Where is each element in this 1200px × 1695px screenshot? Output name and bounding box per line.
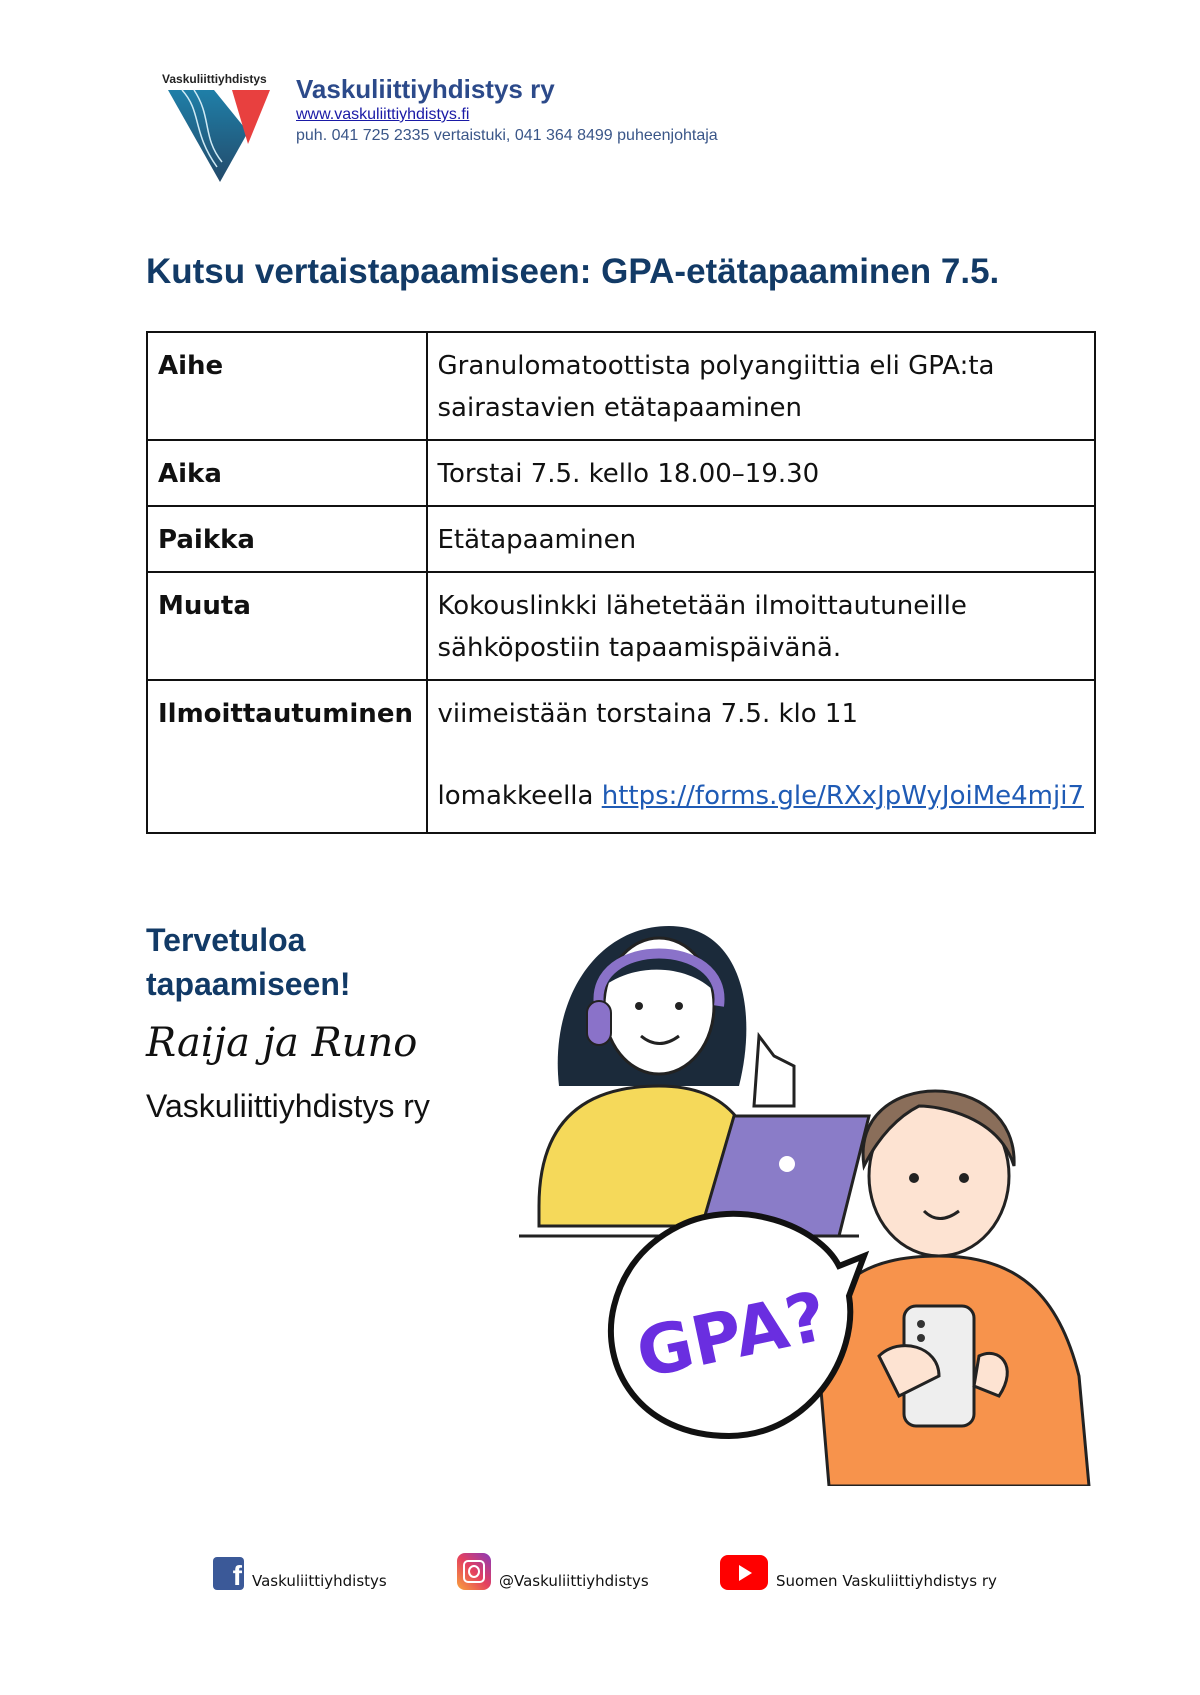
event-info-table bbox=[146, 331, 1096, 834]
table-row bbox=[147, 572, 1095, 680]
row-key: Paikka bbox=[147, 506, 427, 572]
instagram-icon bbox=[457, 1553, 491, 1590]
logo-text: Vaskuliittiyhdistys bbox=[162, 72, 267, 86]
youtube-channel: Suomen Vaskuliittiyhdistys ry bbox=[776, 1572, 997, 1590]
row-key: Muuta bbox=[147, 572, 427, 680]
youtube-link[interactable] bbox=[720, 1555, 997, 1590]
registration-form-link[interactable]: https://forms.gle/RXxJpWyJoiMe4mji7 bbox=[601, 781, 1084, 811]
form-label: lomakkeella bbox=[437, 781, 594, 811]
row-value: Torstai 7.5. kello 18.00–19.30 bbox=[427, 440, 1096, 506]
registration-deadline: viimeistään torstaina 7.5. klo 11 bbox=[437, 699, 859, 729]
row-value: Etätapaaminen bbox=[427, 506, 1096, 572]
row-value bbox=[427, 680, 1096, 833]
instagram-handle: @Vaskuliittiyhdistys bbox=[499, 1572, 649, 1590]
row-key: Aika bbox=[147, 440, 427, 506]
org-phone: puh. 041 725 2335 vertaistuki, 041 364 8499 puheenjohtaja bbox=[296, 127, 718, 144]
instagram-link[interactable] bbox=[457, 1553, 649, 1590]
table-row bbox=[147, 506, 1095, 572]
table-row bbox=[147, 440, 1095, 506]
org-name: Vaskuliittiyhdistys ry bbox=[296, 74, 555, 104]
page-title: Kutsu vertaistapaamiseen: GPA-etätapaaminen 7.5. bbox=[146, 252, 1000, 291]
facebook-icon: f bbox=[213, 1557, 244, 1590]
row-key: Ilmoittautuminen bbox=[147, 680, 427, 833]
signature-org: Vaskuliittiyhdistys ry bbox=[146, 1088, 430, 1124]
bubble-text: GPA? bbox=[629, 1277, 834, 1395]
facebook-link[interactable] bbox=[213, 1557, 387, 1590]
row-key: Aihe bbox=[147, 332, 427, 440]
row-value: Granulomatoottista polyangiittia eli GPA:ta sairastavien etätapaaminen bbox=[427, 332, 1096, 440]
youtube-icon bbox=[720, 1555, 768, 1590]
signature: Raija ja Runo bbox=[146, 1020, 418, 1066]
organization-logo bbox=[162, 72, 282, 187]
welcome-line-1: Tervetuloa bbox=[146, 922, 306, 958]
org-website-link[interactable]: www.vaskuliittiyhdistys.fi bbox=[296, 106, 470, 123]
table-row bbox=[147, 680, 1095, 833]
meeting-illustration bbox=[519, 906, 1099, 1486]
welcome-line-2: tapaamiseen! bbox=[146, 966, 351, 1002]
row-value: Kokouslinkki lähetetään ilmoittautuneille sähköpostiin tapaamispäivänä. bbox=[427, 572, 1096, 680]
table-row bbox=[147, 332, 1095, 440]
facebook-handle: Vaskuliittiyhdistys bbox=[252, 1572, 387, 1590]
